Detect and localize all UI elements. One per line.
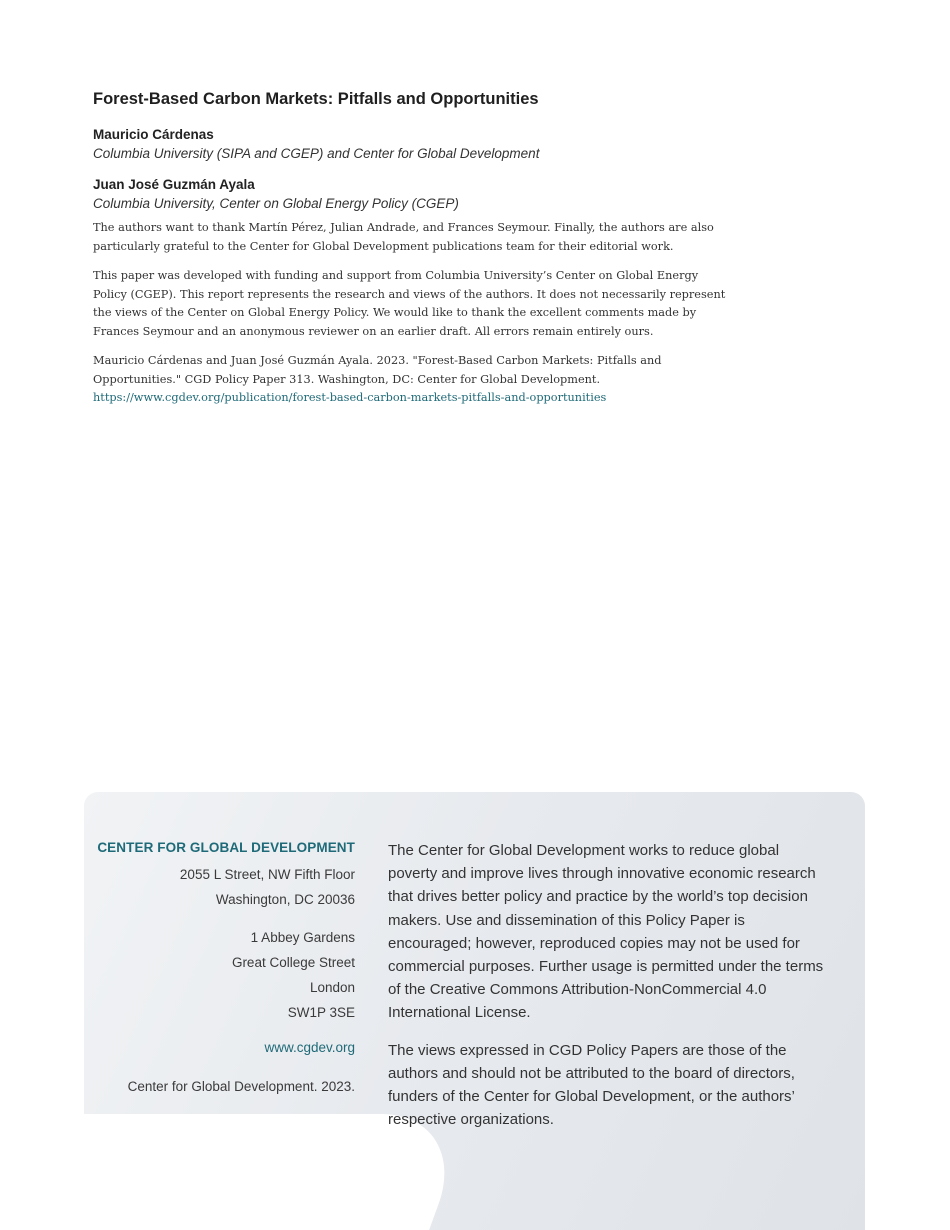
address-london <box>232 925 355 1025</box>
paper-title: Forest-Based Carbon Markets: Pitfalls and Opportunities <box>93 90 539 108</box>
author-affiliation: Columbia University (SIPA and CGEP) and Center for Global Development <box>93 146 540 161</box>
author-affiliation: Columbia University, Center on Global Energy Policy (CGEP) <box>93 196 459 211</box>
copyright-text: Center for Global Development. 2023. <box>127 1079 355 1094</box>
citation-link[interactable]: https://www.cgdev.org/publication/forest-based-carbon-markets-pitfalls-and-opportunities <box>93 391 607 404</box>
contact-column <box>84 792 355 1230</box>
citation <box>93 352 733 408</box>
author-block <box>93 175 733 213</box>
org-description: The Center for Global Development works to reduce global poverty and improve lives through innovative economic research that drives better policy and practice by the world’s top decision makers. Use and dissemination of this Policy Paper is encouraged; however, reproduced copies may not be used for commercial purposes. Further usage is permitted under the terms of the Creative Commons Attribution-NonCommercial 4.0 International License. <box>388 842 824 1022</box>
address-line: Washington, DC 20036 <box>215 892 355 907</box>
disclaimer-text: The views expressed in CGD Policy Papers are those of the authors and should not be attributed to the board of directors, funders of the Center for Global Development, or the authors’ respective organizations. <box>388 1041 795 1129</box>
address-line: 1 Abbey Gardens <box>250 930 355 945</box>
address-line: SW1P 3SE <box>287 1005 355 1020</box>
footer-panel <box>84 792 865 1230</box>
funding-text: This paper was developed with funding and support from Columbia University’s Center on Global Energy Policy (CGEP). This report represents the research and views of the authors. It does not necessarily represent the views of the Center on Global Energy Policy. We would like to thank the excellent comments made by Frances Seymour and an anonymous reviewer on an earlier draft. All errors remain entirely ours. <box>93 269 726 338</box>
website-link[interactable]: www.cgdev.org <box>264 1040 355 1055</box>
description-column <box>388 839 828 1145</box>
author-name: Juan José Guzmán Ayala <box>93 177 255 192</box>
paper-header <box>93 88 733 419</box>
citation-text: Mauricio Cárdenas and Juan José Guzmán Ayala. 2023. "Forest-Based Carbon Markets: Pitfalls and Opportunities." CGD Policy Paper 313. Washington, DC: Center for Global Development. <box>93 354 662 386</box>
acknowledgment-text: The authors want to thank Martín Pérez, Julian Andrade, and Frances Seymour. Finally, the authors are also particularly grateful to the Center for Global Development publications team for their editorial work. <box>93 221 714 253</box>
author-block <box>93 125 733 163</box>
org-name: CENTER FOR GLOBAL DEVELOPMENT <box>97 840 355 855</box>
address-dc <box>180 862 355 912</box>
author-name: Mauricio Cárdenas <box>93 127 214 142</box>
address-line: London <box>309 980 355 995</box>
address-line: Great College Street <box>231 955 355 970</box>
address-line: 2055 L Street, NW Fifth Floor <box>179 867 355 882</box>
